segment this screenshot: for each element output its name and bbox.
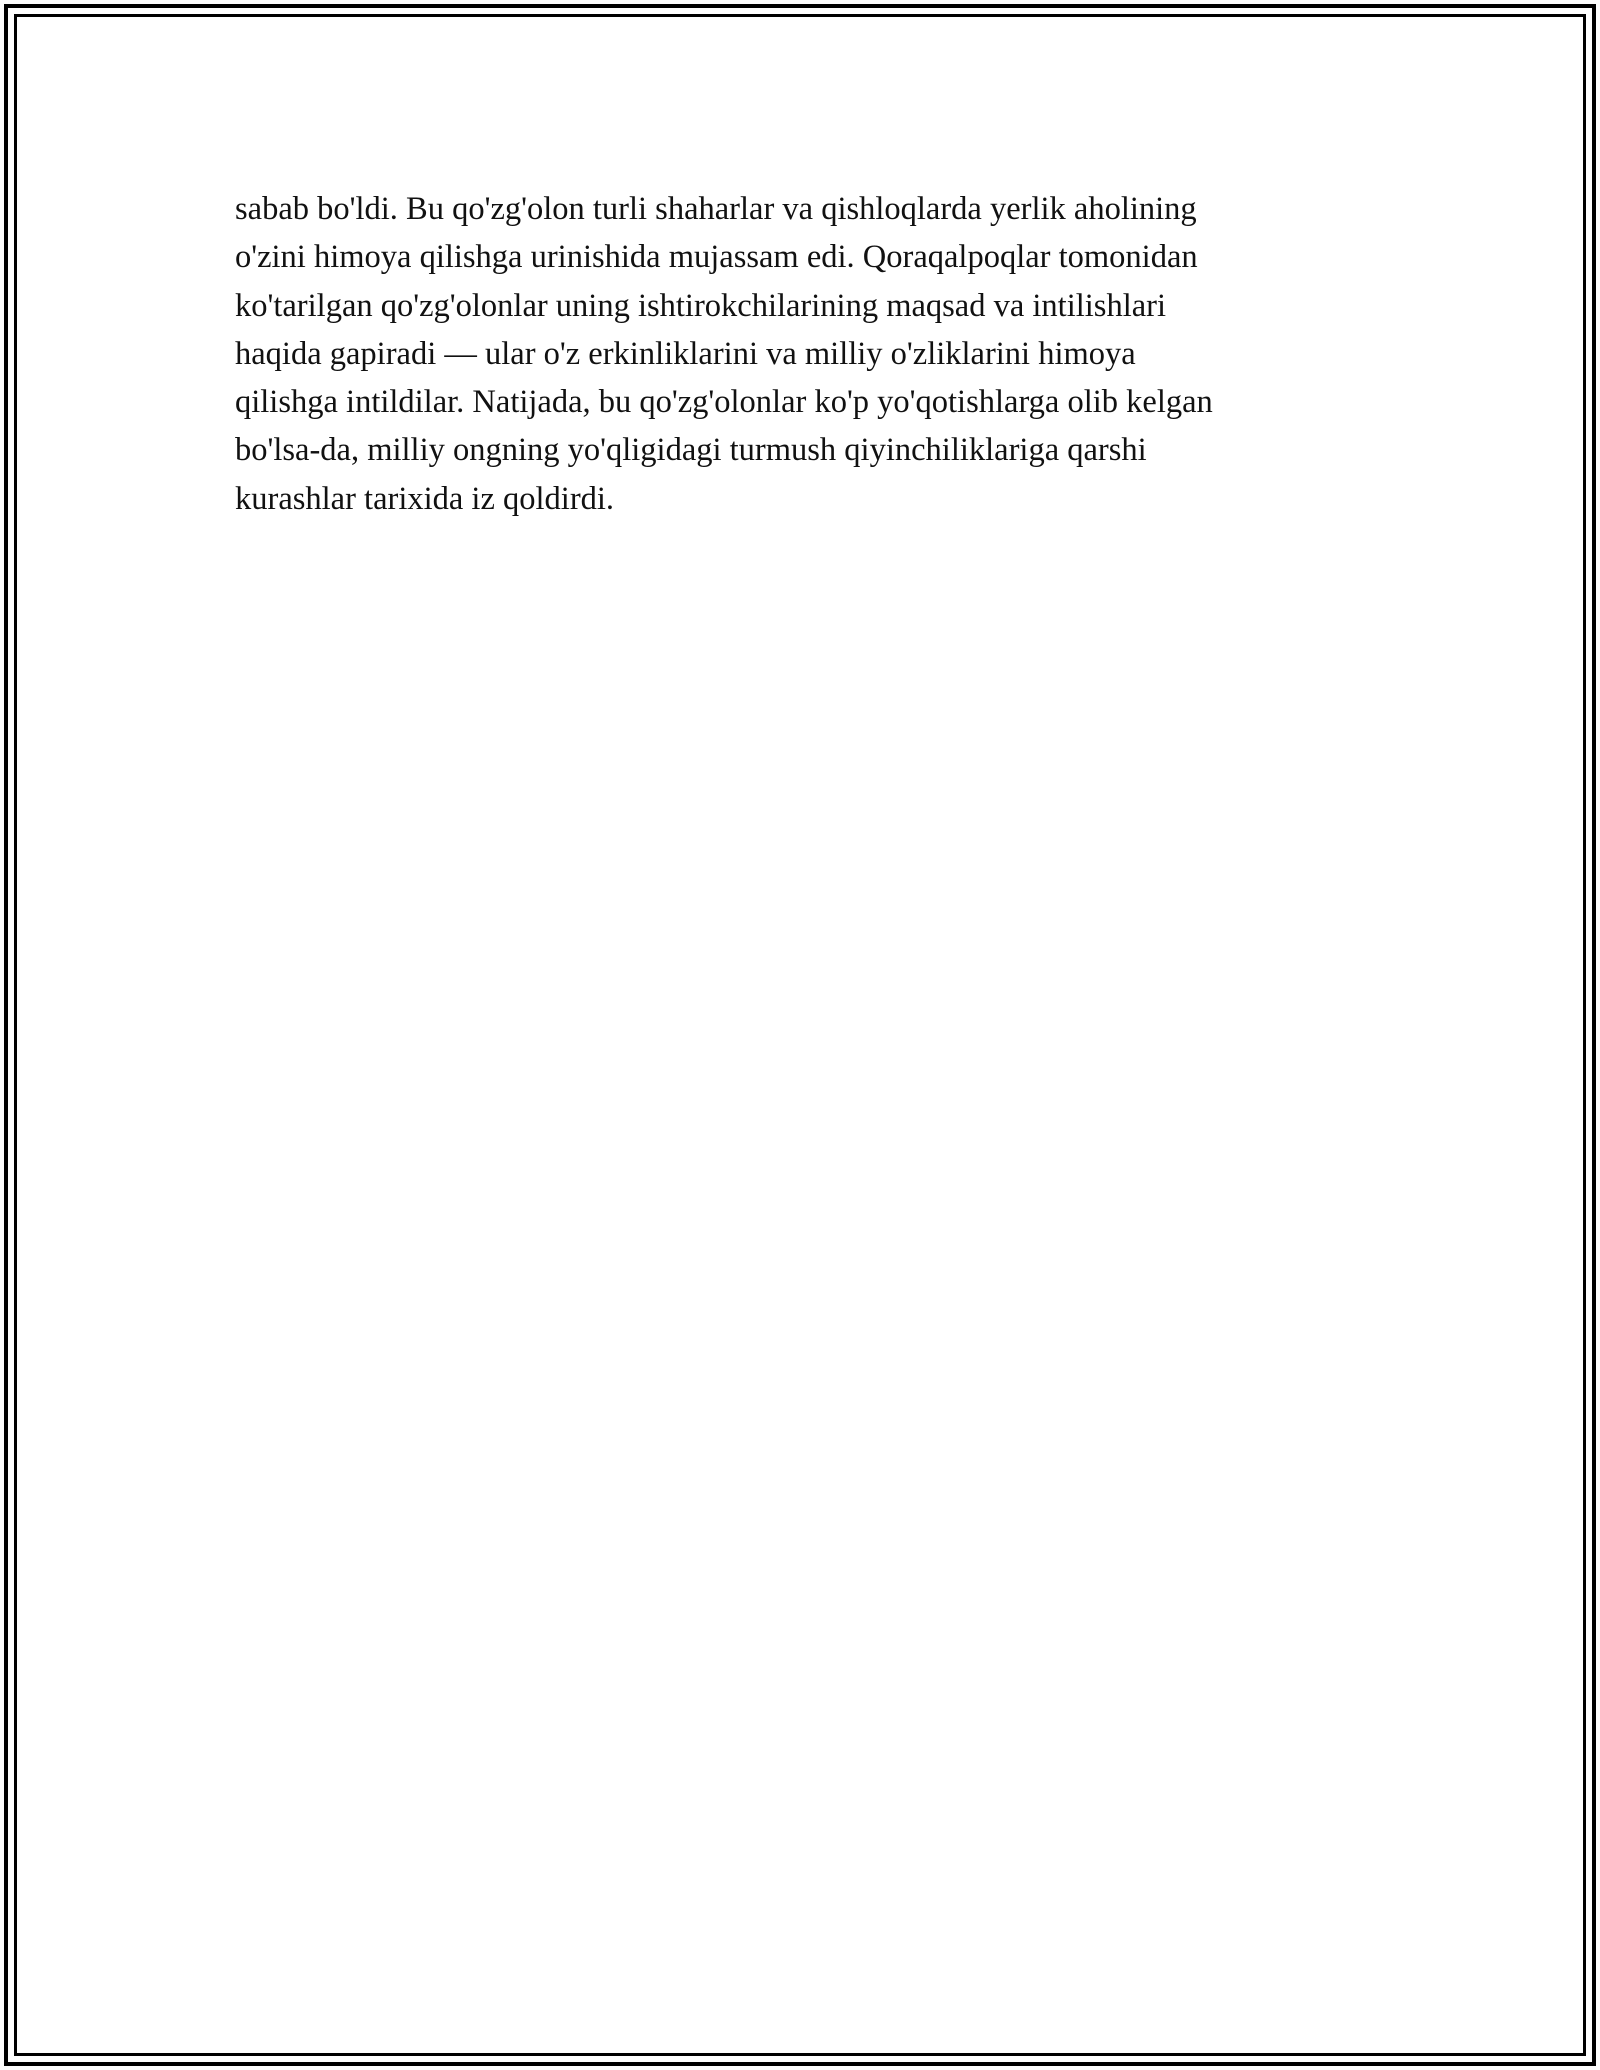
paragraph-line: ko'tarilgan qo'zg'olonlar uning ishtirokchilarining maqsad va intilishlari	[235, 287, 1166, 324]
paragraph-line: sabab bo'ldi. Bu qo'zg'olon turli shaharlar va qishloqlarda yerlik aholining	[235, 191, 1197, 227]
paragraph-line: kurashlar tarixida iz qoldirdi.	[235, 480, 615, 517]
paragraph-line: o'zini himoya qilishga urinishida mujassam edi. Qoraqalpoqlar tomonidan	[235, 239, 1198, 276]
paragraph-line: qilishga intildilar. Natijada, bu qo'zg'olonlar ko'p yo'qotishlarga olib kelgan	[235, 384, 1213, 421]
paragraph-line: bo'lsa-da, milliy ongning yo'qligidagi turmush qiyinchiliklariga qarshi	[235, 432, 1147, 469]
paragraph-line: haqida gapiradi — ular o'z erkinliklarini va milliy o'zliklarini himoya	[235, 335, 1136, 372]
body-paragraph	[235, 185, 1355, 523]
